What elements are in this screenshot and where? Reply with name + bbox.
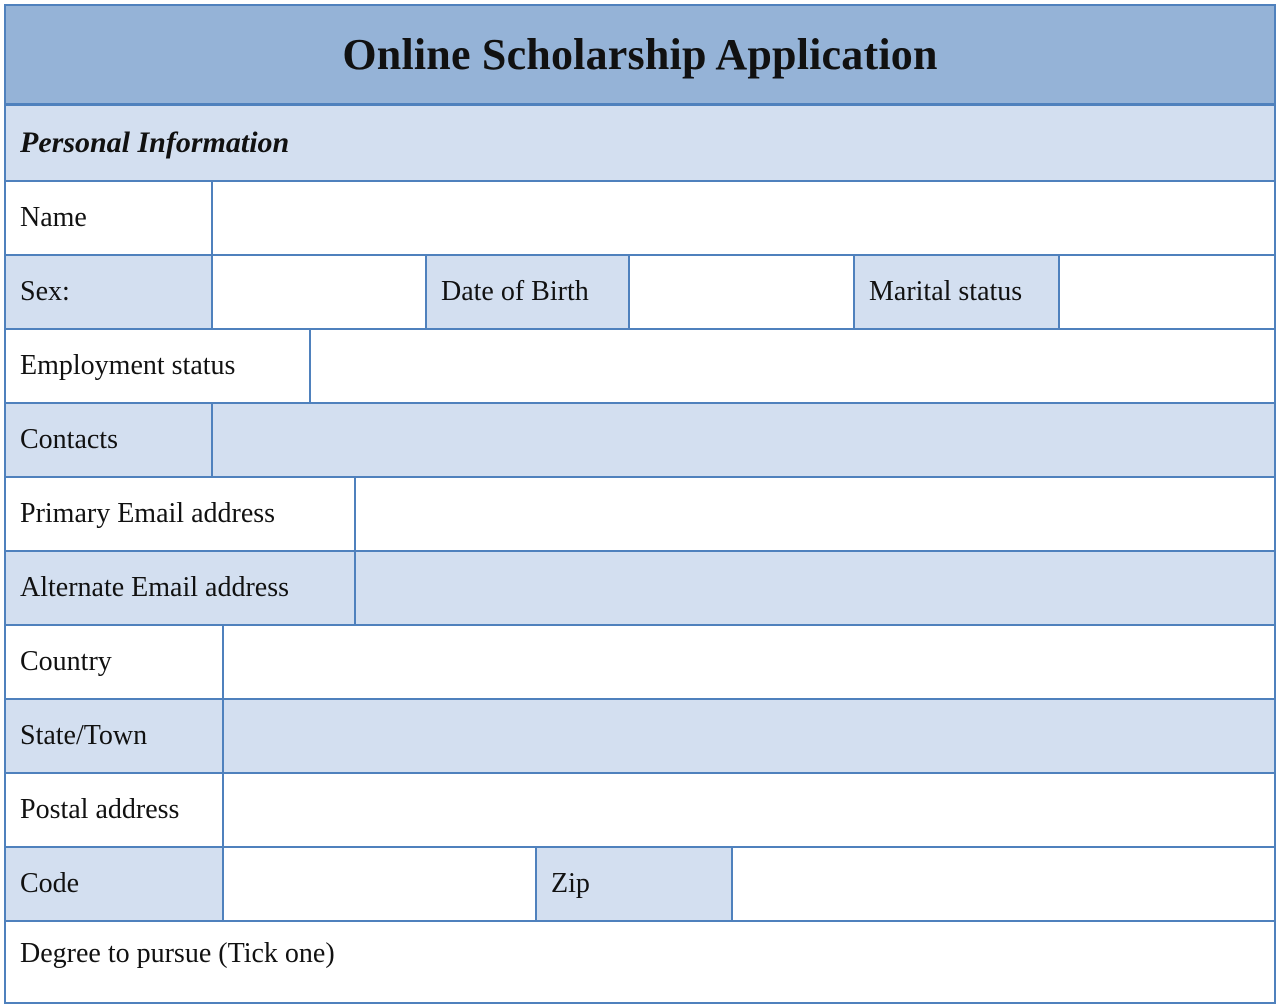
scholarship-form — [4, 4, 1276, 1004]
contacts-field[interactable] — [211, 404, 1274, 476]
postal-address-label: Postal address — [20, 794, 180, 825]
row-postal-address — [6, 774, 1274, 848]
code-label: Code — [6, 848, 222, 920]
country-field[interactable] — [222, 626, 1274, 698]
marital-status-field[interactable] — [1058, 256, 1274, 328]
row-alternate-email — [6, 552, 1274, 626]
sex-label: Sex: — [6, 256, 211, 328]
marital-status-label: Marital status — [853, 256, 1058, 328]
alternate-email-field[interactable] — [354, 552, 1274, 624]
row-sex-dob-marital — [6, 256, 1274, 330]
zip-field[interactable] — [731, 848, 1274, 920]
degree-label: Degree to pursue (Tick one) — [20, 938, 335, 969]
row-employment — [6, 330, 1274, 404]
row-primary-email — [6, 478, 1274, 552]
employment-status-label: Employment status — [20, 350, 236, 381]
postal-address-field[interactable] — [222, 774, 1274, 846]
code-field[interactable] — [222, 848, 535, 920]
zip-label: Zip — [535, 848, 731, 920]
row-name — [6, 182, 1274, 256]
section-personal-information: Personal Information — [6, 106, 1274, 182]
contacts-label: Contacts — [6, 404, 211, 476]
primary-email-label: Primary Email address — [20, 498, 276, 529]
row-country — [6, 626, 1274, 700]
name-label: Name — [20, 202, 87, 233]
state-town-label: State/Town — [6, 700, 222, 772]
country-label: Country — [20, 646, 112, 677]
form-title: Online Scholarship Application — [6, 6, 1274, 106]
row-code-zip — [6, 848, 1274, 922]
row-degree — [6, 922, 1274, 1002]
row-state-town — [6, 700, 1274, 774]
dob-field[interactable] — [628, 256, 853, 328]
employment-status-field[interactable] — [309, 330, 1274, 402]
row-contacts — [6, 404, 1274, 478]
sex-field[interactable] — [211, 256, 425, 328]
name-field[interactable] — [211, 182, 1274, 254]
state-town-field[interactable] — [222, 700, 1274, 772]
primary-email-field[interactable] — [354, 478, 1274, 550]
dob-label: Date of Birth — [425, 256, 628, 328]
alternate-email-label: Alternate Email address — [6, 552, 354, 624]
